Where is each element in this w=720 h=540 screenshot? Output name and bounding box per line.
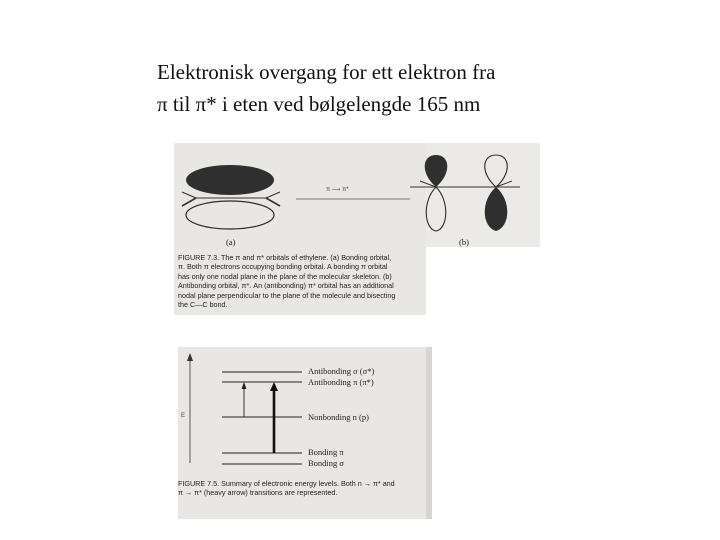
antibonding-lobe-right-top	[485, 155, 508, 187]
level-label-nonbonding: Nonbonding n (p)	[308, 412, 369, 422]
h-bond-right-down	[266, 198, 280, 206]
bonding-lobe-bottom	[186, 201, 274, 229]
level-label-pi-star: Antibonding π (π*)	[308, 377, 374, 387]
figure-7-3-diagram	[174, 143, 540, 253]
figure-7-3-caption	[178, 253, 424, 309]
caption-line: nodal plane perpendicular to the plane of the molecule and bisecting	[178, 290, 396, 300]
slide-title	[157, 56, 577, 120]
caption-line: π → π* (heavy arrow) transitions are represented.	[178, 488, 338, 498]
figure-7-5-side-edge	[426, 347, 432, 519]
level-label-bonding-pi: Bonding π	[308, 447, 344, 457]
pi-to-pi-star-arrowhead	[270, 382, 278, 391]
energy-axis-label: E	[181, 413, 186, 419]
bonding-lobe-top	[186, 165, 274, 195]
caption-line: the C—C bond.	[178, 300, 228, 310]
h-bond-left-up	[182, 192, 196, 198]
antibonding-lobe-left-top	[425, 155, 448, 187]
caption-line: π. Both π electrons occupying bonding orbital. A bonding π orbital	[178, 262, 388, 272]
figure-7-5-caption	[178, 479, 424, 498]
caption-line: FIGURE 7.5. Summary of electronic energy levels. Both n → π* and	[178, 479, 395, 488]
panel-a-label: (a)	[226, 237, 236, 247]
caption-line: Antibonding orbital, π*. An (antibonding) π* orbital has an additional	[178, 281, 394, 291]
title-line-2: π til π* i eten ved bølgelengde 165 nm	[157, 92, 481, 116]
n-to-pi-star-arrowhead	[242, 382, 247, 389]
level-label-sigma-star: Antibonding σ (σ*)	[308, 366, 375, 376]
energy-axis-arrowhead	[187, 353, 193, 361]
title-line-1: Elektronisk overgang for ett elektron fra	[157, 60, 496, 84]
antibonding-lobe-right-bottom	[485, 187, 508, 231]
level-label-bonding-sigma: Bonding σ	[308, 458, 344, 468]
caption-line: FIGURE 7.3. The π and π* orbitals of ethylene. (a) Bonding orbital,	[178, 253, 392, 262]
panel-b-label: (b)	[459, 237, 469, 247]
transition-label: π ⟶ π*	[326, 187, 349, 193]
caption-line: has only one nodal plane in the plane of the molecular skeleton. (b)	[178, 271, 392, 281]
h-bond-right-up	[266, 192, 280, 198]
antibonding-lobe-left-bottom	[426, 187, 446, 231]
h-bond-left-down	[182, 198, 196, 206]
energy-level-diagram	[178, 347, 426, 471]
